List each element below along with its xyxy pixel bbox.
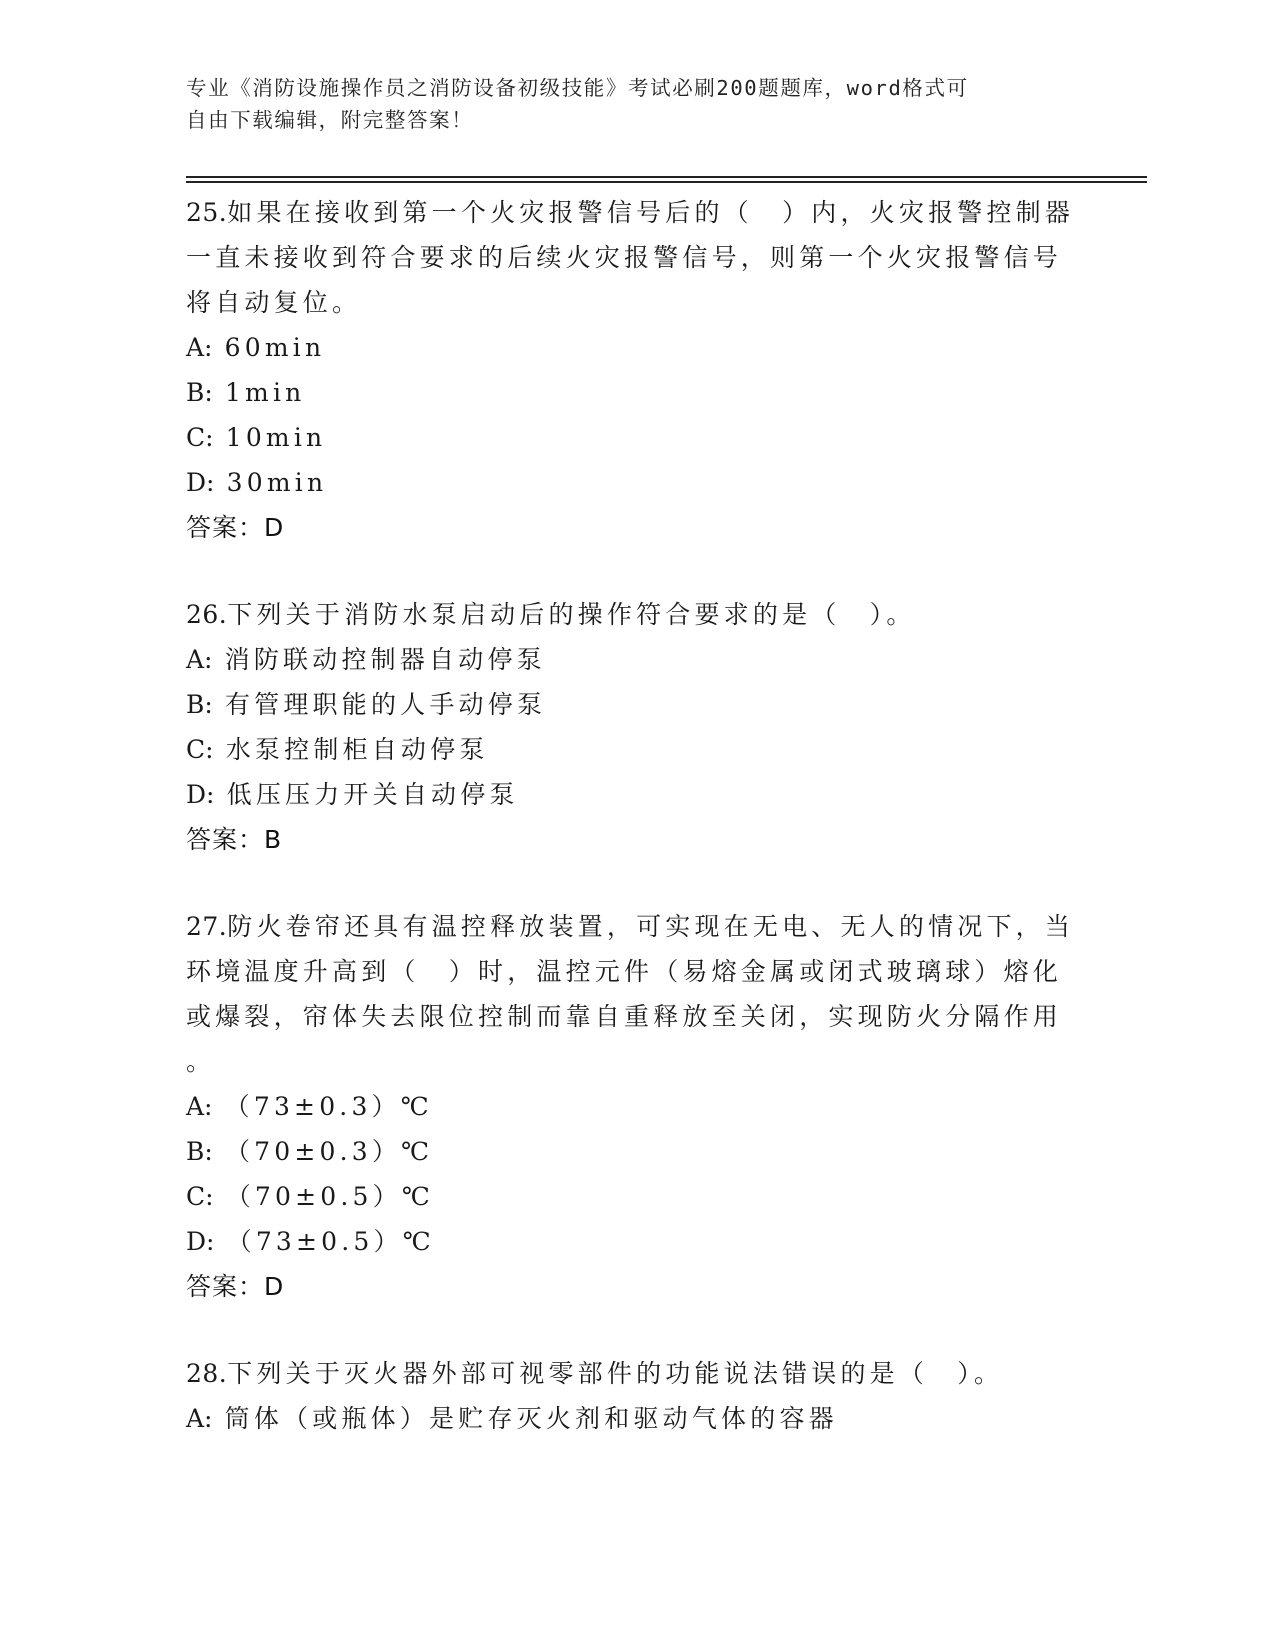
option-d: D: （73±0.5）℃ [186,1227,435,1256]
question-number: 28. [186,1359,228,1388]
question-number: 25. [186,198,228,227]
option-b: B: （70±0.3）℃ [186,1137,434,1166]
question-stem-line: 或爆裂，帘体失去限位控制而靠自重释放至关闭，实现防火分隔作用 [186,1002,1063,1031]
question-stem-line: 28.下列关于灭火器外部可视零部件的功能说法错误的是（ ）。 [186,1359,1004,1388]
option-d: D: 低压压力开关自动停泵 [186,780,519,809]
question-stem-line: 25.如果在接收到第一个火灾报警信号后的（ ）内，火灾报警控制器 [186,198,1075,227]
question-stem-line: 一直未接收到符合要求的后续火灾报警信号，则第一个火灾报警信号 [186,243,1063,272]
question-stem-line: 环境温度升高到（ ）时，温控元件（易熔金属或闭式玻璃球）熔化 [186,957,1063,986]
option-c: C: 水泵控制柜自动停泵 [186,735,489,764]
document-header [186,72,1066,136]
question-list [186,190,1086,1483]
header-line-2: 自由下载编辑，附完整答案！ [186,108,474,132]
question-stem-line: 27.防火卷帘还具有温控释放装置，可实现在无电、无人的情况下，当 [186,912,1075,941]
answer-label: 答案：B [186,825,283,854]
answer-label: 答案：D [186,513,285,542]
option-c: C: 10min [186,423,327,452]
header-line-1: 专业《消防设施操作员之消防设备初级技能》考试必刷200题题库，word格式可 [186,76,969,100]
header-divider-top [186,176,1147,178]
option-a: A: 消防联动控制器自动停泵 [186,645,546,674]
option-d: D: 30min [186,468,328,497]
option-a: A: （73±0.3）℃ [186,1092,433,1121]
question-number: 27. [186,912,228,941]
option-a: A: 筒体（或瓶体）是贮存灭火剂和驱动气体的容器 [186,1404,838,1433]
answer-label: 答案：D [186,1272,285,1301]
question-28 [186,1351,1086,1441]
header-divider-bottom [186,181,1147,183]
question-25 [186,190,1086,550]
question-stem-line: 将自动复位。 [186,288,362,317]
option-a: A: 60min [186,333,326,362]
option-b: B: 有管理职能的人手动停泵 [186,690,547,719]
question-number: 26. [186,600,228,629]
question-stem-line: 。 [186,1047,216,1076]
option-c: C: （70±0.5）℃ [186,1182,435,1211]
option-b: B: 1min [186,378,306,407]
question-26 [186,592,1086,862]
question-stem-line: 26.下列关于消防水泵启动后的操作符合要求的是（ ）。 [186,600,916,629]
question-27 [186,904,1086,1309]
